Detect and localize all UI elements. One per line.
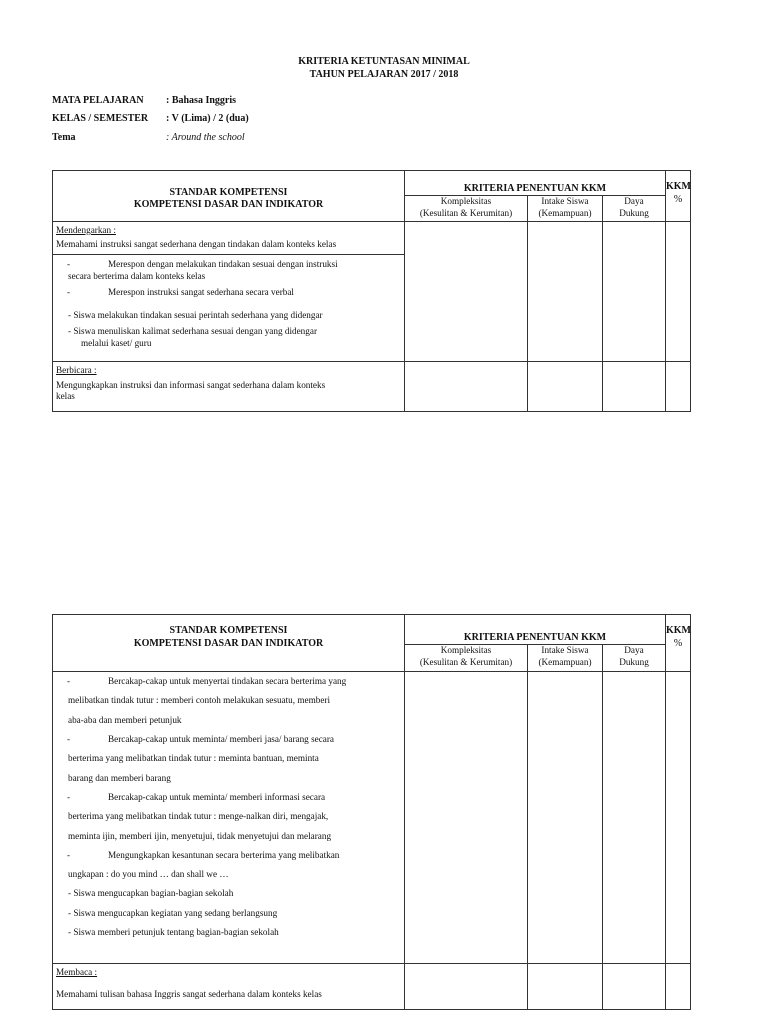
meta-label: KELAS / SEMESTER [52,113,149,124]
header-support-line1: Daya [624,196,644,206]
cell-intake [528,222,603,362]
header-complexity-line1: Kompleksitas [440,645,492,655]
cell-kkm [666,672,691,964]
list-item-continuation: barang dan memberi barang [68,772,171,783]
meta-value: : V (Lima) / 2 (dua) [166,113,249,124]
list-item: - Merespon instruksi sangat sederhana secara verbal [56,287,401,299]
header-kkm-label: KKM [666,181,691,192]
indicator-item: - Siswa melakukan tindakan sesuai perintah sederhana yang didengar [68,309,323,320]
header-intake-line1: Intake Siswa [541,196,589,206]
list-item-text: Merespon dengan melakukan tindakan sesuai dengan instruksi [108,259,338,269]
kkm-table-1 [52,170,691,412]
header-intake [528,645,603,672]
header-kkm-percent: % [673,637,683,649]
list-item: - Bercakap-cakap untuk meminta/ memberi informasi secara [56,788,401,807]
list-item-continuation: berterima yang melibatkan tindak tutur : meminta bantuan, meminta [68,753,319,764]
cell-kkm [666,362,691,412]
meta-value: : Bahasa Inggris [166,95,237,106]
list-item-text: Bercakap-cakap untuk menyertai tindakan secara berterima yang [108,676,347,686]
table-row-speaking [53,362,405,412]
standard-competence-text: Memahami instruksi sangat sederhana dengan tindakan dalam konteks kelas [56,238,337,249]
list-item-continuation: aba-aba dan memberi petunjuk [68,714,182,725]
header-kkm [666,615,691,672]
cell-intake [528,672,603,964]
header-complexity-line1: Kompleksitas [440,196,492,206]
indicator-item: - Siswa menuliskan kalimat sederhana sesuai dengan yang didengar [68,326,318,336]
page-subtitle: TAHUN PELAJARAN 2017 / 2018 [309,69,459,80]
header-kkm-percent: % [673,193,683,205]
cell-support [603,222,666,362]
list-item-continuation: melibatkan tindak tutur : memberi contoh melakukan sesuatu, memberi [68,695,331,706]
header-complexity-line2: (Kesulitan & Kerumitan) [419,207,513,218]
list-item-text: Bercakap-cakap untuk meminta/ memberi informasi secara [108,791,326,802]
cell-kkm [666,222,691,362]
meta-label: MATA PELAJARAN [52,95,144,106]
standard-competence-continuation: kelas [56,391,75,401]
cell-kkm [666,964,691,1010]
list-item-continuation: secara berterima dalam konteks kelas [68,270,206,281]
list-item: - Merespon dengan melakukan tindakan sesuai dengan instruksi [56,259,401,271]
header-complexity [405,196,528,222]
header-support-line2: Dukung [619,207,649,218]
header-sk-line1: STANDAR KOMPETENSI [169,186,288,198]
section-title-reading: Membaca : [56,967,98,977]
header-intake-line2: (Kemampuan) [538,207,592,218]
cell-complexity [405,964,528,1010]
meta-value: : Around the school [166,132,245,143]
header-standard-competence [53,615,405,672]
header-standard-competence [53,171,405,222]
indicator-item: - Siswa memberi petunjuk tentang bagian-bagian sekolah [68,927,279,938]
header-complexity-line2: (Kesulitan & Kerumitan) [419,656,513,667]
header-sk-line2: KOMPETENSI DASAR DAN INDIKATOR [133,637,324,649]
header-criteria: KRITERIA PENENTUAN KKM [405,615,666,645]
cell-complexity [405,672,528,964]
kkm-table-2 [52,614,691,1010]
header-intake [528,196,603,222]
cell-complexity [405,222,528,362]
table-row-speaking-kd [53,672,405,964]
header-complexity [405,645,528,672]
indicator-item: - Siswa mengucapkan kegiatan yang sedang berlangsung [68,907,278,918]
list-item: - Bercakap-cakap untuk menyertai tindakan secara berterima yang [56,672,401,691]
cell-support [603,362,666,412]
standard-competence-text: Mengungkapkan instruksi dan informasi sangat sederhana dalam konteks [56,379,326,390]
header-intake-line2: (Kemampuan) [538,656,592,667]
list-item-text: Merespon instruksi sangat sederhana secara verbal [108,287,294,297]
header-support [603,645,666,672]
table-row-reading [53,964,405,1010]
header-sk-line1: STANDAR KOMPETENSI [169,625,288,636]
table-row-listening [53,222,405,362]
meta-label: Tema [52,132,76,143]
cell-support [603,672,666,964]
list-item-text: Mengungkapkan kesantunan secara berterima yang melibatkan [108,849,340,860]
header-kkm [666,171,691,222]
indicator-continuation: melalui kaset/ guru [81,337,152,348]
meta-subject [52,95,236,106]
header-kkm-label: KKM [666,625,691,636]
indicator-item: - Siswa mengucapkan bagian-bagian sekolah [68,888,234,899]
standard-competence-text: Memahami tulisan bahasa Inggris sangat sederhana dalam konteks kelas [56,988,322,999]
meta-class-semester [52,113,249,124]
header-support-line1: Daya [624,645,644,655]
header-criteria: KRITERIA PENENTUAN KKM [405,171,666,196]
section-title-speaking: Berbicara : [56,365,97,375]
header-intake-line1: Intake Siswa [541,645,589,655]
header-support-line2: Dukung [619,656,649,667]
page-title: KRITERIA KETUNTASAN MINIMAL [298,56,470,67]
list-item-continuation: meminta ijin, memberi ijin, menyetujui, tidak menyetujui dan melarang [68,830,332,841]
cell-complexity [405,362,528,412]
header-sk-line2: KOMPETENSI DASAR DAN INDIKATOR [133,199,324,210]
list-item-continuation: ungkapan : do you mind … dan shall we … [68,869,229,880]
list-item-continuation: berterima yang melibatkan tindak tutur : menge-nalkan diri, mengajak, [68,811,329,822]
list-item: - Mengungkapkan kesantunan secara berterima yang melibatkan [56,846,401,865]
cell-support [603,964,666,1010]
section-title-listening: Mendengarkan : [56,225,116,235]
header-support [603,196,666,222]
cell-intake [528,362,603,412]
cell-intake [528,964,603,1010]
list-item-text: Bercakap-cakap untuk meminta/ memberi jasa/ barang secara [108,733,335,744]
list-item: - Bercakap-cakap untuk meminta/ memberi jasa/ barang secara [56,730,401,749]
meta-theme [52,132,245,143]
